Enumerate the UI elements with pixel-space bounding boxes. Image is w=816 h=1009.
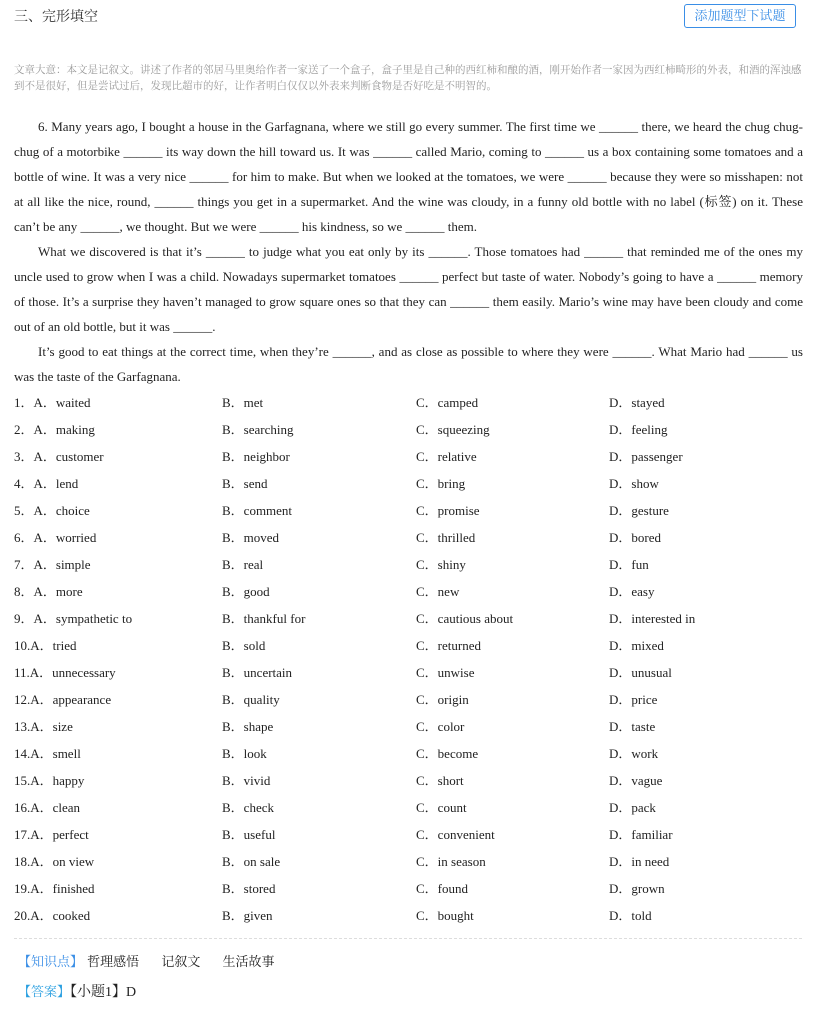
- option-choice: D．bored: [609, 530, 661, 545]
- option-choice: B．neighbor: [222, 449, 290, 464]
- option-choice: D．pack: [609, 800, 656, 815]
- options-list: [14, 392, 804, 932]
- option-choice: C．shiny: [416, 557, 466, 572]
- option-choice: 17.A．perfect: [14, 827, 89, 842]
- option-row: [14, 500, 804, 527]
- option-choice: D．told: [609, 908, 652, 923]
- option-row: [14, 473, 804, 500]
- section-title: 三、完形填空: [14, 9, 98, 25]
- option-choice: D．interested in: [609, 611, 696, 626]
- option-choice: D．show: [609, 476, 659, 491]
- option-choice: B．searching: [222, 422, 294, 437]
- option-choice: B．good: [222, 584, 270, 599]
- option-row: [14, 608, 804, 635]
- option-choice: B．check: [222, 800, 274, 815]
- option-choice: D．work: [609, 746, 659, 761]
- option-choice: 2．A．making: [14, 422, 95, 437]
- option-choice: C．returned: [416, 638, 481, 653]
- option-choice: B．sold: [222, 638, 266, 653]
- option-choice: 15.A．happy: [14, 773, 85, 788]
- option-row: [14, 824, 804, 851]
- option-choice: 9．A．sympathetic to: [14, 611, 133, 626]
- option-choice: 8．A．more: [14, 584, 83, 599]
- option-choice: C．bring: [416, 476, 466, 491]
- passage-paragraph: What we discovered is that it’s ______ to judge what you eat only by its ______. Those tomatoes had ______ that reminded me of the ones my uncle used to grow when I was a child. Nowadays supermarket tomatoes ______ perfect but taste of water. Nobody’s going to have a ______ memory of those. It’s a surprise they haven’t managed to grow square ones so that they can ______ them easily. Mario’s wine may have been cloudy and come out of an old bottle, but it was ______.: [14, 244, 803, 334]
- option-choice: B．given: [222, 908, 273, 923]
- option-choice: C．count: [416, 800, 467, 815]
- option-choice: C．relative: [416, 449, 477, 464]
- option-choice: B．useful: [222, 827, 276, 842]
- option-choice: C．color: [416, 719, 465, 734]
- option-choice: 11.A．unnecessary: [14, 665, 116, 680]
- option-choice: D．stayed: [609, 395, 665, 410]
- option-choice: D．fun: [609, 557, 649, 572]
- option-choice: B．shape: [222, 719, 274, 734]
- option-choice: B．vivid: [222, 773, 271, 788]
- option-choice: D．mixed: [609, 638, 664, 653]
- passage: [14, 114, 803, 389]
- option-row: [14, 581, 804, 608]
- option-choice: B．look: [222, 746, 267, 761]
- option-choice: D．unusual: [609, 665, 672, 680]
- option-choice: D．vague: [609, 773, 663, 788]
- option-row: [14, 716, 804, 743]
- option-choice: 12.A．appearance: [14, 692, 112, 707]
- option-row: [14, 905, 804, 932]
- option-choice: D．feeling: [609, 422, 668, 437]
- add-question-button[interactable]: 添加题型下试题: [684, 4, 796, 28]
- option-row: [14, 662, 804, 689]
- knowledge-points: [18, 951, 292, 970]
- option-row: [14, 554, 804, 581]
- passage-paragraph: 6. Many years ago, I bought a house in the Garfagnana, where we still go every summer. The first time we ______ there, we heard the chug chug-chug of a motorbike ______ its way down the hill toward us. It was ______ called Mario, coming to ______ us a box containing some tomatoes and a bottle of wine. It was a very nice ______ for him to make. But when we looked at the tomatoes, we were ______ because they were so misshapen: not at all like the nice, round, ______ things you get in a supermarket. And the wine was cloudy, in a funny old bottle with no label (标签) on it. These can’t be any ______, we thought. But we were ______ his kindness, so we ______ them.: [14, 119, 803, 234]
- option-choice: D．gesture: [609, 503, 669, 518]
- option-choice: B．uncertain: [222, 665, 293, 680]
- option-choice: B．thankful for: [222, 611, 306, 626]
- option-choice: 19.A．finished: [14, 881, 95, 896]
- option-choice: D．easy: [609, 584, 655, 599]
- option-row: [14, 392, 804, 419]
- article-summary: 文章大意：本文是记叙文。讲述了作者的邻居马里奥给作者一家送了一个盒子，盒子里是自己种的西红柿和酿的酒，刚开始作者一家因为西红柿畸形的外表，和酒的浑浊感到不是很好，但是尝试过后，发现比超市的好，让作者明白仅仅以外表来判断食物是否好吃是不明智的。: [14, 64, 802, 92]
- option-choice: 3．A．customer: [14, 449, 104, 464]
- option-choice: B．met: [222, 395, 264, 410]
- option-choice: D．grown: [609, 881, 665, 896]
- option-choice: C．origin: [416, 692, 469, 707]
- option-choice: B．send: [222, 476, 268, 491]
- option-row: [14, 446, 804, 473]
- option-choice: C．promise: [416, 503, 480, 518]
- option-row: [14, 527, 804, 554]
- option-choice: D．taste: [609, 719, 656, 734]
- option-choice: C．cautious about: [416, 611, 514, 626]
- option-choice: 6．A．worried: [14, 530, 97, 545]
- option-choice: C．found: [416, 881, 469, 896]
- option-choice: 20.A．cooked: [14, 908, 91, 923]
- passage-paragraph: It’s good to eat things at the correct time, when they’re ______, and as close as possible to where they were ______. What Mario had ______ us was the taste of the Garfagnana.: [14, 344, 803, 384]
- option-choice: 1．A．waited: [14, 395, 91, 410]
- option-choice: D．in need: [609, 854, 670, 869]
- option-choice: 10.A．tried: [14, 638, 77, 653]
- option-choice: C．camped: [416, 395, 479, 410]
- option-row: [14, 878, 804, 905]
- answer-label: 【答案】: [18, 985, 71, 1000]
- divider: [14, 938, 802, 939]
- option-row: [14, 635, 804, 662]
- option-row: [14, 743, 804, 770]
- option-row: [14, 770, 804, 797]
- option-choice: 13.A．size: [14, 719, 73, 734]
- option-row: [14, 689, 804, 716]
- option-choice: B．on sale: [222, 854, 281, 869]
- option-choice: C．thrilled: [416, 530, 476, 545]
- option-choice: D．familiar: [609, 827, 673, 842]
- option-choice: 14.A．smell: [14, 746, 81, 761]
- option-choice: B．real: [222, 557, 264, 572]
- answer: [18, 981, 136, 1001]
- option-choice: 18.A．on view: [14, 854, 95, 869]
- option-choice: 7．A．simple: [14, 557, 91, 572]
- option-choice: D．passenger: [609, 449, 683, 464]
- option-choice: C．short: [416, 773, 464, 788]
- option-choice: B．moved: [222, 530, 280, 545]
- option-choice: C．convenient: [416, 827, 495, 842]
- option-choice: D．price: [609, 692, 658, 707]
- option-choice: C．bought: [416, 908, 474, 923]
- option-choice: C．new: [416, 584, 460, 599]
- option-choice: 5．A．choice: [14, 503, 90, 518]
- option-choice: 16.A．clean: [14, 800, 81, 815]
- option-choice: B．stored: [222, 881, 276, 896]
- option-choice: C．in season: [416, 854, 486, 869]
- option-row: [14, 419, 804, 446]
- knowledge-tag[interactable]: 记叙文: [161, 955, 201, 970]
- option-choice: C．become: [416, 746, 479, 761]
- option-row: [14, 797, 804, 824]
- answer-text: 【小题1】D: [70, 985, 137, 1000]
- option-choice: C．unwise: [416, 665, 475, 680]
- option-choice: B．comment: [222, 503, 293, 518]
- knowledge-tag[interactable]: 生活故事: [222, 955, 275, 970]
- option-row: [14, 851, 804, 878]
- option-choice: 4．A．lend: [14, 476, 79, 491]
- knowledge-tag[interactable]: 哲理感悟: [87, 955, 140, 970]
- knowledge-label: 【知识点】: [18, 955, 84, 970]
- option-choice: B．quality: [222, 692, 280, 707]
- option-choice: C．squeezing: [416, 422, 490, 437]
